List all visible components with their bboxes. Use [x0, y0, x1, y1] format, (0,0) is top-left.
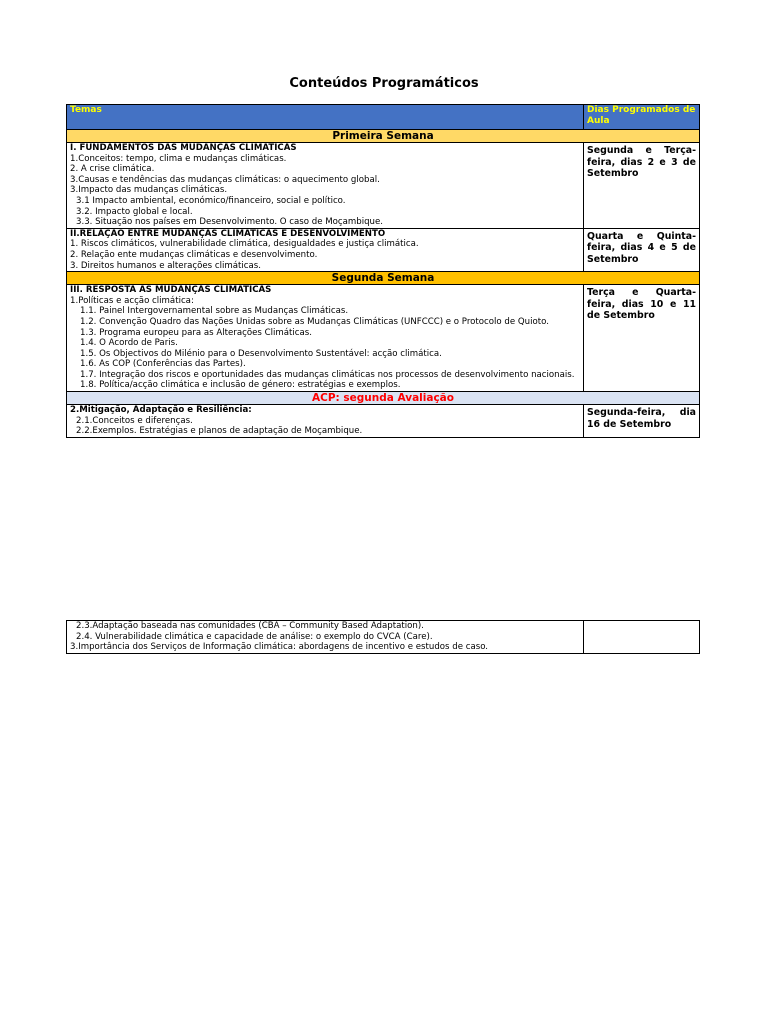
section-4-days: Segunda-feira, dia 16 de Setembro — [584, 405, 700, 438]
topic-line: 3.3. Situação nos países em Desenvolvimento. O caso de Moçambique. — [76, 217, 384, 228]
section-2-days: Quarta e Quinta-feira, dias 4 e 5 de Setembro — [584, 228, 700, 271]
topic-line: 1.1. Painel Intergovernamental sobre as Mudanças Climáticas. — [80, 306, 349, 317]
topic-line: 1. Riscos climáticos, vulnerabilidade climática, desigualdades e justiça climática. — [70, 239, 419, 250]
section-heading: III. RESPOSTA ÀS MUDANÇAS CLIMÁTICAS — [70, 285, 272, 296]
topic-line: 2. Relação ente mudanças climáticas e desenvolvimento. — [70, 249, 318, 260]
table-row — [67, 143, 700, 229]
section-3-topics — [67, 285, 584, 392]
header-dias: Dias Programados de Aula — [584, 105, 700, 130]
acp-row — [67, 392, 700, 405]
topic-line: 3.Importância dos Serviços de Informação climática: abordagens de incentivo e estudos de caso. — [70, 642, 489, 653]
week-row-segunda — [67, 272, 700, 285]
section-1-days: Segunda e Terça-feira, dias 2 e 3 de Setembro — [584, 143, 700, 229]
header-temas: Temas — [67, 105, 584, 130]
topic-line: 1.Conceitos: tempo, clima e mudanças climáticas. — [70, 153, 287, 164]
section-3-days: Terça e Quarta-feira, dias 10 e 11 de Setembro — [584, 285, 700, 392]
topic-line: 3. Direitos humanos e alterações climáticas. — [70, 260, 261, 271]
section-5-topics — [67, 621, 584, 654]
topic-line: 2. A crise climática. — [70, 164, 155, 175]
page-title: Conteúdos Programáticos — [289, 76, 479, 91]
topic-line: 1.Políticas e acção climática: — [70, 295, 194, 306]
section-1-topics — [67, 143, 584, 229]
table-header-row — [67, 105, 700, 130]
topic-line: 2.3.Adaptação baseada nas comunidades (CBA – Community Based Adaptation). — [76, 621, 424, 631]
topic-line: 1.2. Convenção Quadro das Nações Unidas sobre as Mudanças Climáticas (UNFCCC) e o Protocolo de Quioto. — [80, 316, 549, 327]
topic-line: 1.4. O Acordo de Paris. — [80, 338, 178, 349]
acp-label: ACP: segunda Avaliação — [67, 392, 700, 405]
table-row — [67, 285, 700, 392]
topic-line: 1.7. Integração dos riscos e oportunidades das mudanças climáticas nos processos de desenvolvimento nacionais. — [80, 369, 575, 380]
table-row — [67, 621, 700, 654]
table-row — [67, 228, 700, 271]
topic-line: 1.3. Programa europeu para as Alterações Climáticas. — [80, 327, 312, 338]
topic-line: 2.2.Exemplos. Estratégias e planos de adaptação de Moçambique. — [76, 426, 363, 437]
week-label-primeira: Primeira Semana — [67, 130, 700, 143]
topic-line: 1.8. Política/acção climática e inclusão de género: estratégias e exemplos. — [80, 380, 401, 391]
topic-line: 2.1.Conceitos e diferenças. — [76, 415, 193, 426]
week-label-segunda: Segunda Semana — [67, 272, 700, 285]
table-row — [67, 405, 700, 438]
topic-line: 2.4. Vulnerabilidade climática e capacidade de análise: o exemplo do CVCA (Care). — [76, 631, 433, 642]
topic-line: 3.Causas e tendências das mudanças climáticas: o aquecimento global. — [70, 174, 380, 185]
topic-line: 3.2. Impacto global e local. — [76, 206, 193, 217]
week-row-primeira — [67, 130, 700, 143]
section-heading: 2.Mitigação, Adaptação e Resiliência: — [70, 405, 252, 416]
program-table — [66, 104, 700, 438]
section-heading: II.RELAÇÃO ENTRE MUDANÇAS CLIMÁTICAS E DESENVOLVIMENTO — [70, 228, 386, 239]
section-heading: I. FUNDAMENTOS DAS MUDANÇAS CLIMÁTICAS — [70, 143, 297, 153]
section-4-topics — [67, 405, 584, 438]
program-table-continued — [66, 620, 700, 654]
topic-line: 1.6. As COP (Conferências das Partes). — [80, 359, 246, 370]
topic-line: 3.Impacto das mudanças climáticas. — [70, 185, 228, 196]
section-5-days — [584, 621, 700, 654]
topic-line: 1.5. Os Objectivos do Milénio para o Desenvolvimento Sustentável: acção climática. — [80, 348, 442, 359]
topic-line: 3.1 Impacto ambiental, económico/financeiro, social e político. — [76, 195, 346, 206]
section-2-topics — [67, 228, 584, 271]
